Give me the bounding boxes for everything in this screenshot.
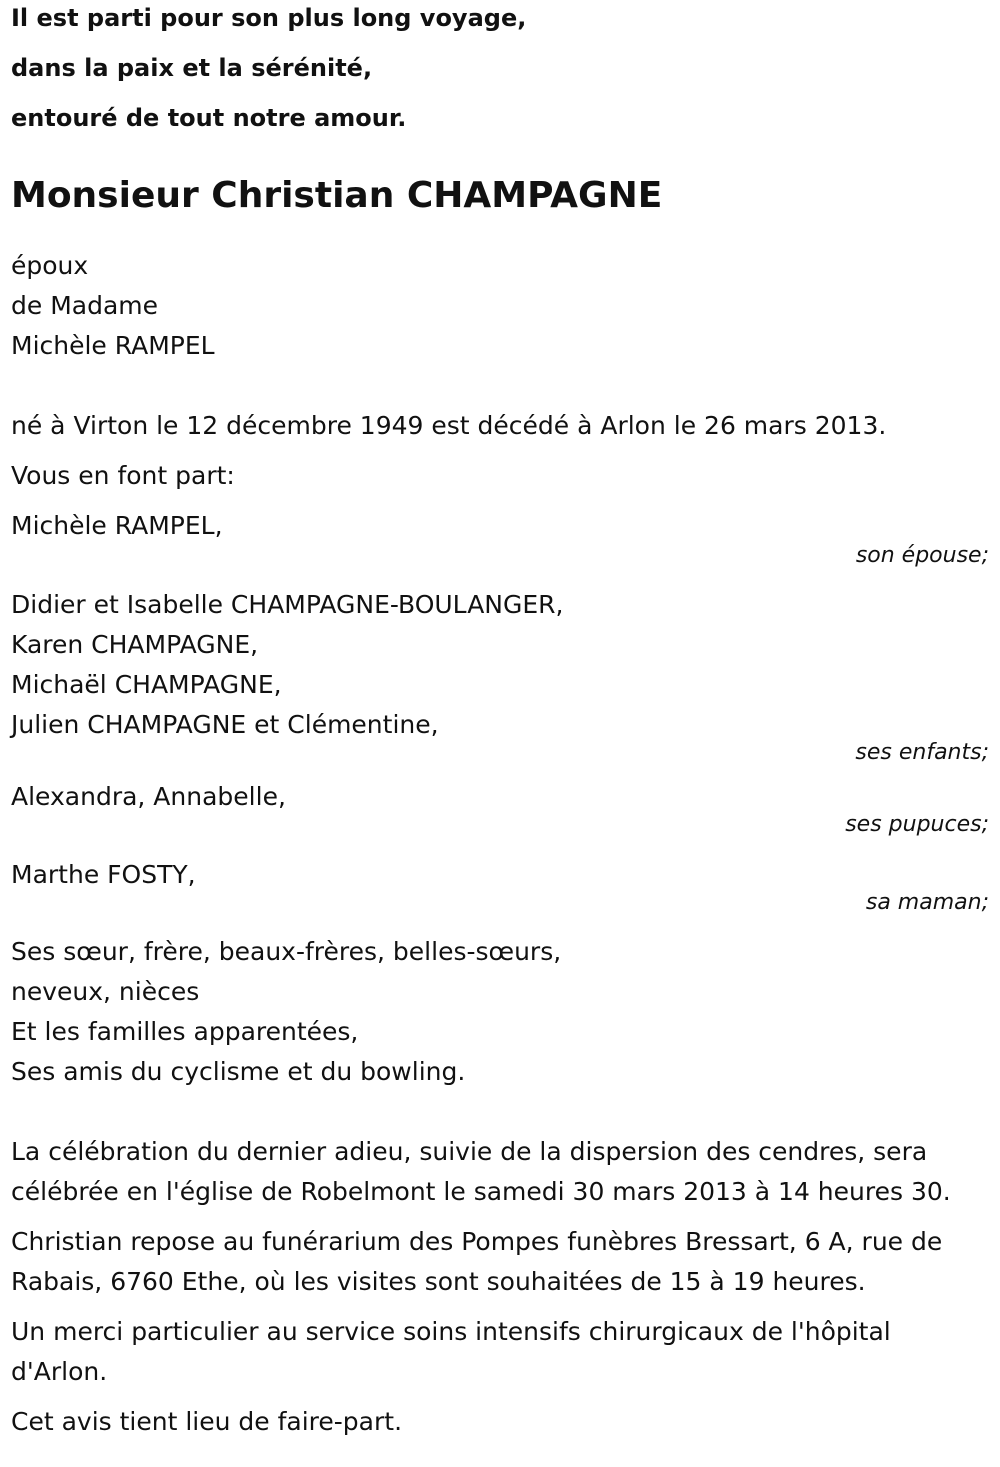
announce-label: Vous en font part:	[11, 461, 235, 490]
family-group-grandchildren	[11, 777, 989, 836]
spouse-line: Michèle RAMPEL	[11, 331, 215, 360]
relation-label: ses pupuces;	[845, 812, 989, 837]
deceased-name: Monsieur Christian CHAMPAGNE	[11, 175, 663, 216]
ceremony-paragraph: La célébration du dernier adieu, suivie de la dispersion des cendres, sera célébrée en l'église de Robelmont le samedi 30 mars 2013 à 14 heures 30.	[11, 1137, 951, 1206]
intro-line: entouré de tout notre amour.	[11, 104, 407, 132]
family-name: Didier et Isabelle CHAMPAGNE-BOULANGER,	[11, 590, 564, 619]
family-name: Michèle RAMPEL,	[11, 511, 223, 540]
intro-line: dans la paix et la sérénité,	[11, 54, 373, 82]
family-name: Alexandra, Annabelle,	[11, 782, 286, 811]
obituary-notice	[11, 0, 989, 1442]
family-name: Karen CHAMPAGNE,	[11, 630, 259, 659]
family-list	[11, 506, 989, 914]
family-name: Julien CHAMPAGNE et Clémentine,	[11, 710, 439, 739]
birth-death-line: né à Virton le 12 décembre 1949 est décédé à Arlon le 26 mars 2013.	[11, 411, 887, 440]
spouse-info	[11, 246, 989, 366]
family-name: Marthe FOSTY,	[11, 860, 196, 889]
extended-family-line: Ses amis du cyclisme et du bowling.	[11, 1057, 466, 1086]
extended-family	[11, 932, 989, 1092]
extended-family-line: neveux, nièces	[11, 977, 200, 1006]
closing-line: Cet avis tient lieu de faire-part.	[11, 1407, 403, 1436]
family-group-spouse	[11, 506, 989, 567]
family-group-mother	[11, 855, 989, 914]
family-group-children	[11, 585, 989, 764]
thanks-paragraph: Un merci particulier au service soins intensifs chirurgicaux de l'hôpital d'Arlon.	[11, 1317, 891, 1386]
extended-family-line: Ses sœur, frère, beaux-frères, belles-sœurs,	[11, 937, 562, 966]
intro-verse	[11, 6, 989, 130]
family-name: Michaël CHAMPAGNE,	[11, 670, 282, 699]
spouse-line: époux	[11, 251, 89, 280]
intro-line: Il est parti pour son plus long voyage,	[11, 4, 527, 32]
relation-label: sa maman;	[865, 890, 989, 915]
relation-label: ses enfants;	[855, 740, 989, 765]
ceremony-info	[11, 1132, 989, 1442]
spouse-line: de Madame	[11, 291, 159, 320]
visitation-paragraph: Christian repose au funérarium des Pompes funèbres Bressart, 6 A, rue de Rabais, 6760 Ethe, où les visites sont souhaitées de 15 à 19 heures.	[11, 1227, 943, 1296]
extended-family-line: Et les familles apparentées,	[11, 1017, 359, 1046]
relation-label: son épouse;	[855, 543, 989, 568]
